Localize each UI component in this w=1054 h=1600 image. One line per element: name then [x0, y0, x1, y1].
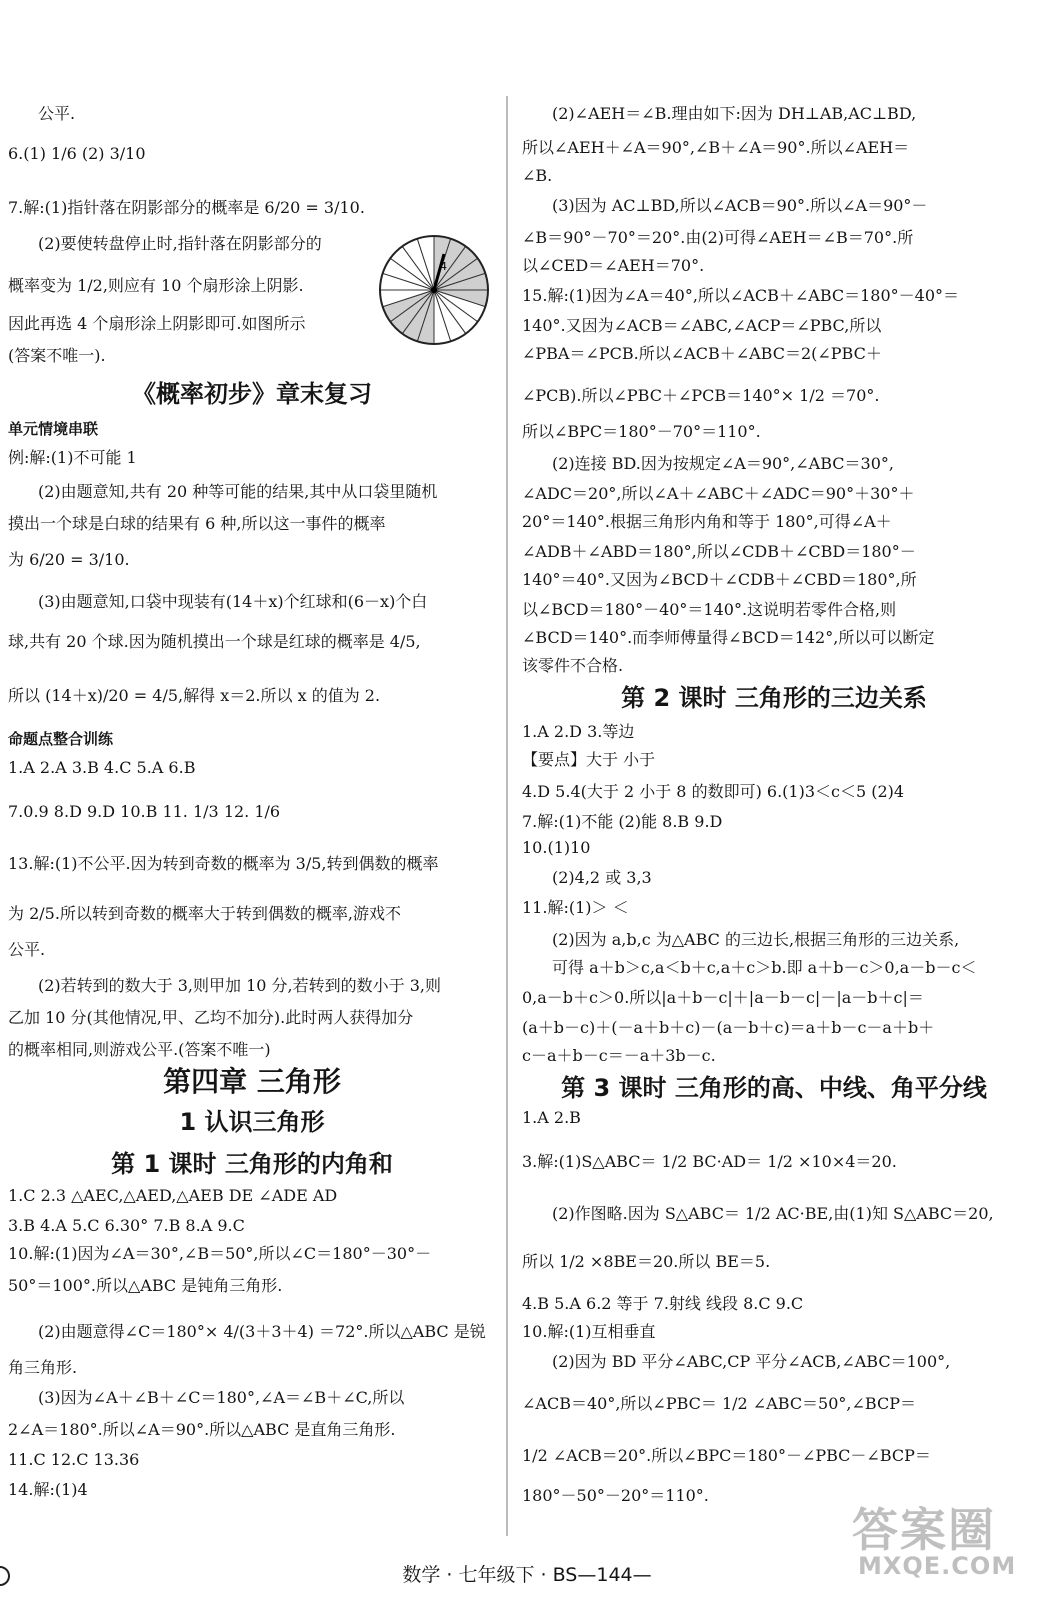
answer-line: 4.D 5.4(大于 2 小于 8 的数即可) 6.(1)3＜c＜5 (2)4: [522, 782, 905, 801]
answer-line: 7.0.9 8.D 9.D 10.B 11. 1/3 12. 1/6: [8, 802, 281, 821]
answer-line: c－a＋b－c＝－a＋3b－c.: [522, 1046, 716, 1065]
answer-line: 所以 1/2 ×8BE＝20.所以 BE＝5.: [522, 1252, 771, 1271]
answer-line: ∠PBA＝∠PCB.所以∠ACB＋∠ABC＝2(∠PBC＋: [522, 344, 882, 363]
answer-line: ∠PCB).所以∠PBC＋∠PCB＝140°× 1/2 ＝70°.: [522, 386, 880, 405]
answer-line: 因此再选 4 个扇形涂上阴影即可.如图所示: [8, 314, 306, 333]
answer-line: (2)若转到的数大于 3,则甲加 10 分,若转到的数小于 3,则: [38, 976, 441, 995]
section-heading: 第 2 课时 三角形的三边关系: [621, 684, 927, 712]
answer-line: (2)要使转盘停止时,指针落在阴影部分的: [38, 234, 322, 253]
answer-line: 所以 (14＋x)/20 = 4/5,解得 x＝2.所以 x 的值为 2.: [8, 686, 381, 705]
answer-line: ∠B＝90°－70°＝20°.由(2)可得∠AEH＝∠B＝70°.所: [522, 228, 914, 247]
page-footer: 数学 · 七年级下 · BS—144—: [402, 1564, 652, 1586]
answer-line: (2)由题意得∠C＝180°× 4/(3＋3＋4) ＝72°.所以△ABC 是锐: [38, 1322, 486, 1341]
answer-line: 10.(1)10: [522, 838, 591, 857]
answer-line: 【要点】大于 小于: [522, 750, 656, 769]
answer-line: 的概率相同,则游戏公平.(答案不唯一): [8, 1040, 271, 1059]
answer-line: ∠ADC＝20°,所以∠A＋∠ABC＋∠ADC＝90°＋30°＋: [522, 484, 915, 503]
answer-line: 该零件不合格.: [522, 656, 624, 675]
answer-line: 13.解:(1)不公平.因为转到奇数的概率为 3/5,转到偶数的概率: [8, 854, 439, 873]
answer-line: 7.解:(1)不能 (2)能 8.B 9.D: [522, 812, 723, 831]
watermark-url: MXQE.COM: [858, 1552, 1017, 1580]
answer-line: 为 6/20 = 3/10.: [8, 550, 130, 569]
answer-line: (3)因为∠A＋∠B＋∠C＝180°,∠A＝∠B＋∠C,所以: [38, 1388, 405, 1407]
spinner-wheel-figure: [376, 232, 492, 348]
answer-line: (答案不唯一).: [8, 346, 106, 365]
answer-line: 可得 a＋b＞c,a＜b＋c,a＋c＞b.即 a＋b－c＞0,a－b－c＜: [552, 958, 977, 977]
watermark-logo-text: 答案圈: [852, 1503, 996, 1557]
answer-line: 所以∠AEH＋∠A＝90°,∠B＋∠A＝90°.所以∠AEH＝: [522, 138, 910, 157]
answer-line: 140°＝40°.又因为∠BCD＋∠CDB＋∠CBD＝180°,所: [522, 570, 917, 589]
answer-line: ∠ADB＋∠ABD＝180°,所以∠CDB＋∠CBD＝180°－: [522, 542, 916, 561]
answer-line: 概率变为 1/2,则应有 10 个扇形涂上阴影.: [8, 276, 304, 295]
answer-line: 140°.又因为∠ACB＝∠ABC,∠ACP＝∠PBC,所以: [522, 316, 882, 335]
answer-line: (2)由题意知,共有 20 种等可能的结果,其中从口袋里随机: [38, 482, 438, 501]
answer-line: 7.解:(1)指针落在阴影部分的概率是 6/20 = 3/10.: [8, 198, 365, 217]
answer-line: 1.A 2.B: [522, 1108, 581, 1127]
answer-line: 6.(1) 1/6 (2) 3/10: [8, 144, 146, 163]
answer-line: ∠B.: [522, 166, 553, 185]
answer-line: 20°＝140°.根据三角形内角和等于 180°,可得∠A＋: [522, 512, 892, 531]
section-heading: 《概率初步》章末复习: [132, 380, 372, 408]
wheel-hub: [431, 287, 437, 293]
answer-line: (3)由题意知,口袋中现装有(14＋x)个红球和(6－x)个白: [38, 592, 428, 611]
answer-line: (2)作图略.因为 S△ABC＝ 1/2 AC·BE,由(1)知 S△ABC＝20,: [552, 1204, 994, 1223]
answer-line: 乙加 10 分(其他情况,甲、乙均不加分).此时两人获得加分: [8, 1008, 414, 1027]
answer-line: 14.解:(1)4: [8, 1480, 88, 1499]
answer-line: 11.C 12.C 13.36: [8, 1450, 140, 1469]
answer-line: 摸出一个球是白球的结果有 6 种,所以这一事件的概率: [8, 514, 386, 533]
answer-line: (3)因为 AC⊥BD,所以∠ACB＝90°.所以∠A＝90°－: [552, 196, 928, 215]
answer-line: 1/2 ∠ACB＝20°.所以∠BPC＝180°－∠PBC－∠BCP＝: [522, 1446, 931, 1465]
section-heading: 第四章 三角形: [163, 1065, 341, 1098]
answer-line: ∠ACB＝40°,所以∠PBC＝ 1/2 ∠ABC＝50°,∠BCP＝: [522, 1394, 916, 1413]
answer-line: 公平.: [38, 104, 76, 123]
section-heading: 1 认识三角形: [179, 1108, 325, 1136]
answer-line: 10.解:(1)因为∠A＝30°,∠B＝50°,所以∠C＝180°－30°－: [8, 1244, 432, 1263]
answer-line: 15.解:(1)因为∠A＝40°,所以∠ACB＋∠ABC＝180°－40°＝: [522, 286, 960, 305]
answer-line: 3.B 4.A 5.C 6.30° 7.B 8.A 9.C: [8, 1216, 245, 1235]
section-heading: 第 3 课时 三角形的高、中线、角平分线: [561, 1074, 987, 1102]
answer-line: (2)∠AEH＝∠B.理由如下:因为 DH⊥AB,AC⊥BD,: [552, 104, 917, 123]
answer-line: 1.C 2.3 △AEC,△AED,△AEB DE ∠ADE AD: [8, 1186, 338, 1205]
wheel-label: 4: [440, 260, 447, 273]
answer-line: (a＋b－c)＋(－a＋b＋c)－(a－b＋c)＝a＋b－c－a＋b＋: [522, 1018, 935, 1037]
answer-line: 公平.: [8, 940, 46, 959]
site-watermark: [852, 1494, 1028, 1584]
answer-line: 0,a－b＋c＞0.所以|a＋b－c|＋|a－b－c|－|a－b＋c|＝: [522, 988, 924, 1007]
answer-line: (2)因为 a,b,c 为△ABC 的三边长,根据三角形的三边关系,: [552, 930, 960, 949]
section-heading: 第 1 课时 三角形的内角和: [111, 1150, 393, 1178]
subsection-label: 命题点整合训练: [8, 730, 114, 748]
answer-line: 以∠BCD＝180°－40°＝140°.这说明若零件合格,则: [522, 600, 897, 619]
answer-line: (2)4,2 或 3,3: [552, 868, 652, 887]
answer-line: (2)因为 BD 平分∠ABC,CP 平分∠ACB,∠ABC＝100°,: [552, 1352, 951, 1371]
answer-line: 4.B 5.A 6.2 等于 7.射线 线段 8.C 9.C: [522, 1294, 804, 1313]
answer-line: (2)连接 BD.因为按规定∠A＝90°,∠ABC＝30°,: [552, 454, 894, 473]
answer-line: 1.A 2.D 3.等边: [522, 722, 635, 741]
subsection-label: 单元情境串联: [8, 420, 99, 438]
answer-line: 例:解:(1)不可能 1: [8, 448, 137, 467]
answer-line: 1.A 2.A 3.B 4.C 5.A 6.B: [8, 758, 196, 777]
answer-line: 10.解:(1)互相垂直: [522, 1322, 656, 1341]
answer-line: 为 2/5.所以转到奇数的概率大于转到偶数的概率,游戏不: [8, 904, 402, 923]
answer-line: 2∠A＝180°.所以∠A＝90°.所以△ABC 是直角三角形.: [8, 1420, 396, 1439]
answer-line: 11.解:(1)＞ ＜: [522, 898, 629, 917]
answer-line: 180°－50°－20°＝110°.: [522, 1486, 709, 1505]
answer-line: ∠BCD＝140°.而李师傅量得∠BCD＝142°,所以可以断定: [522, 628, 935, 647]
answer-line: 50°＝100°.所以△ABC 是钝角三角形.: [8, 1276, 283, 1295]
answer-line: 球,共有 20 个球.因为随机摸出一个球是红球的概率是 4/5,: [8, 632, 421, 651]
column-divider: [506, 96, 508, 1536]
answer-line: 所以∠BPC＝180°－70°＝110°.: [522, 422, 761, 441]
answer-line: 角三角形.: [8, 1358, 78, 1377]
answer-line: 3.解:(1)S△ABC＝ 1/2 BC·AD＝ 1/2 ×10×4＝20.: [522, 1152, 897, 1171]
answer-line: 以∠CED＝∠AEH＝70°.: [522, 256, 705, 275]
